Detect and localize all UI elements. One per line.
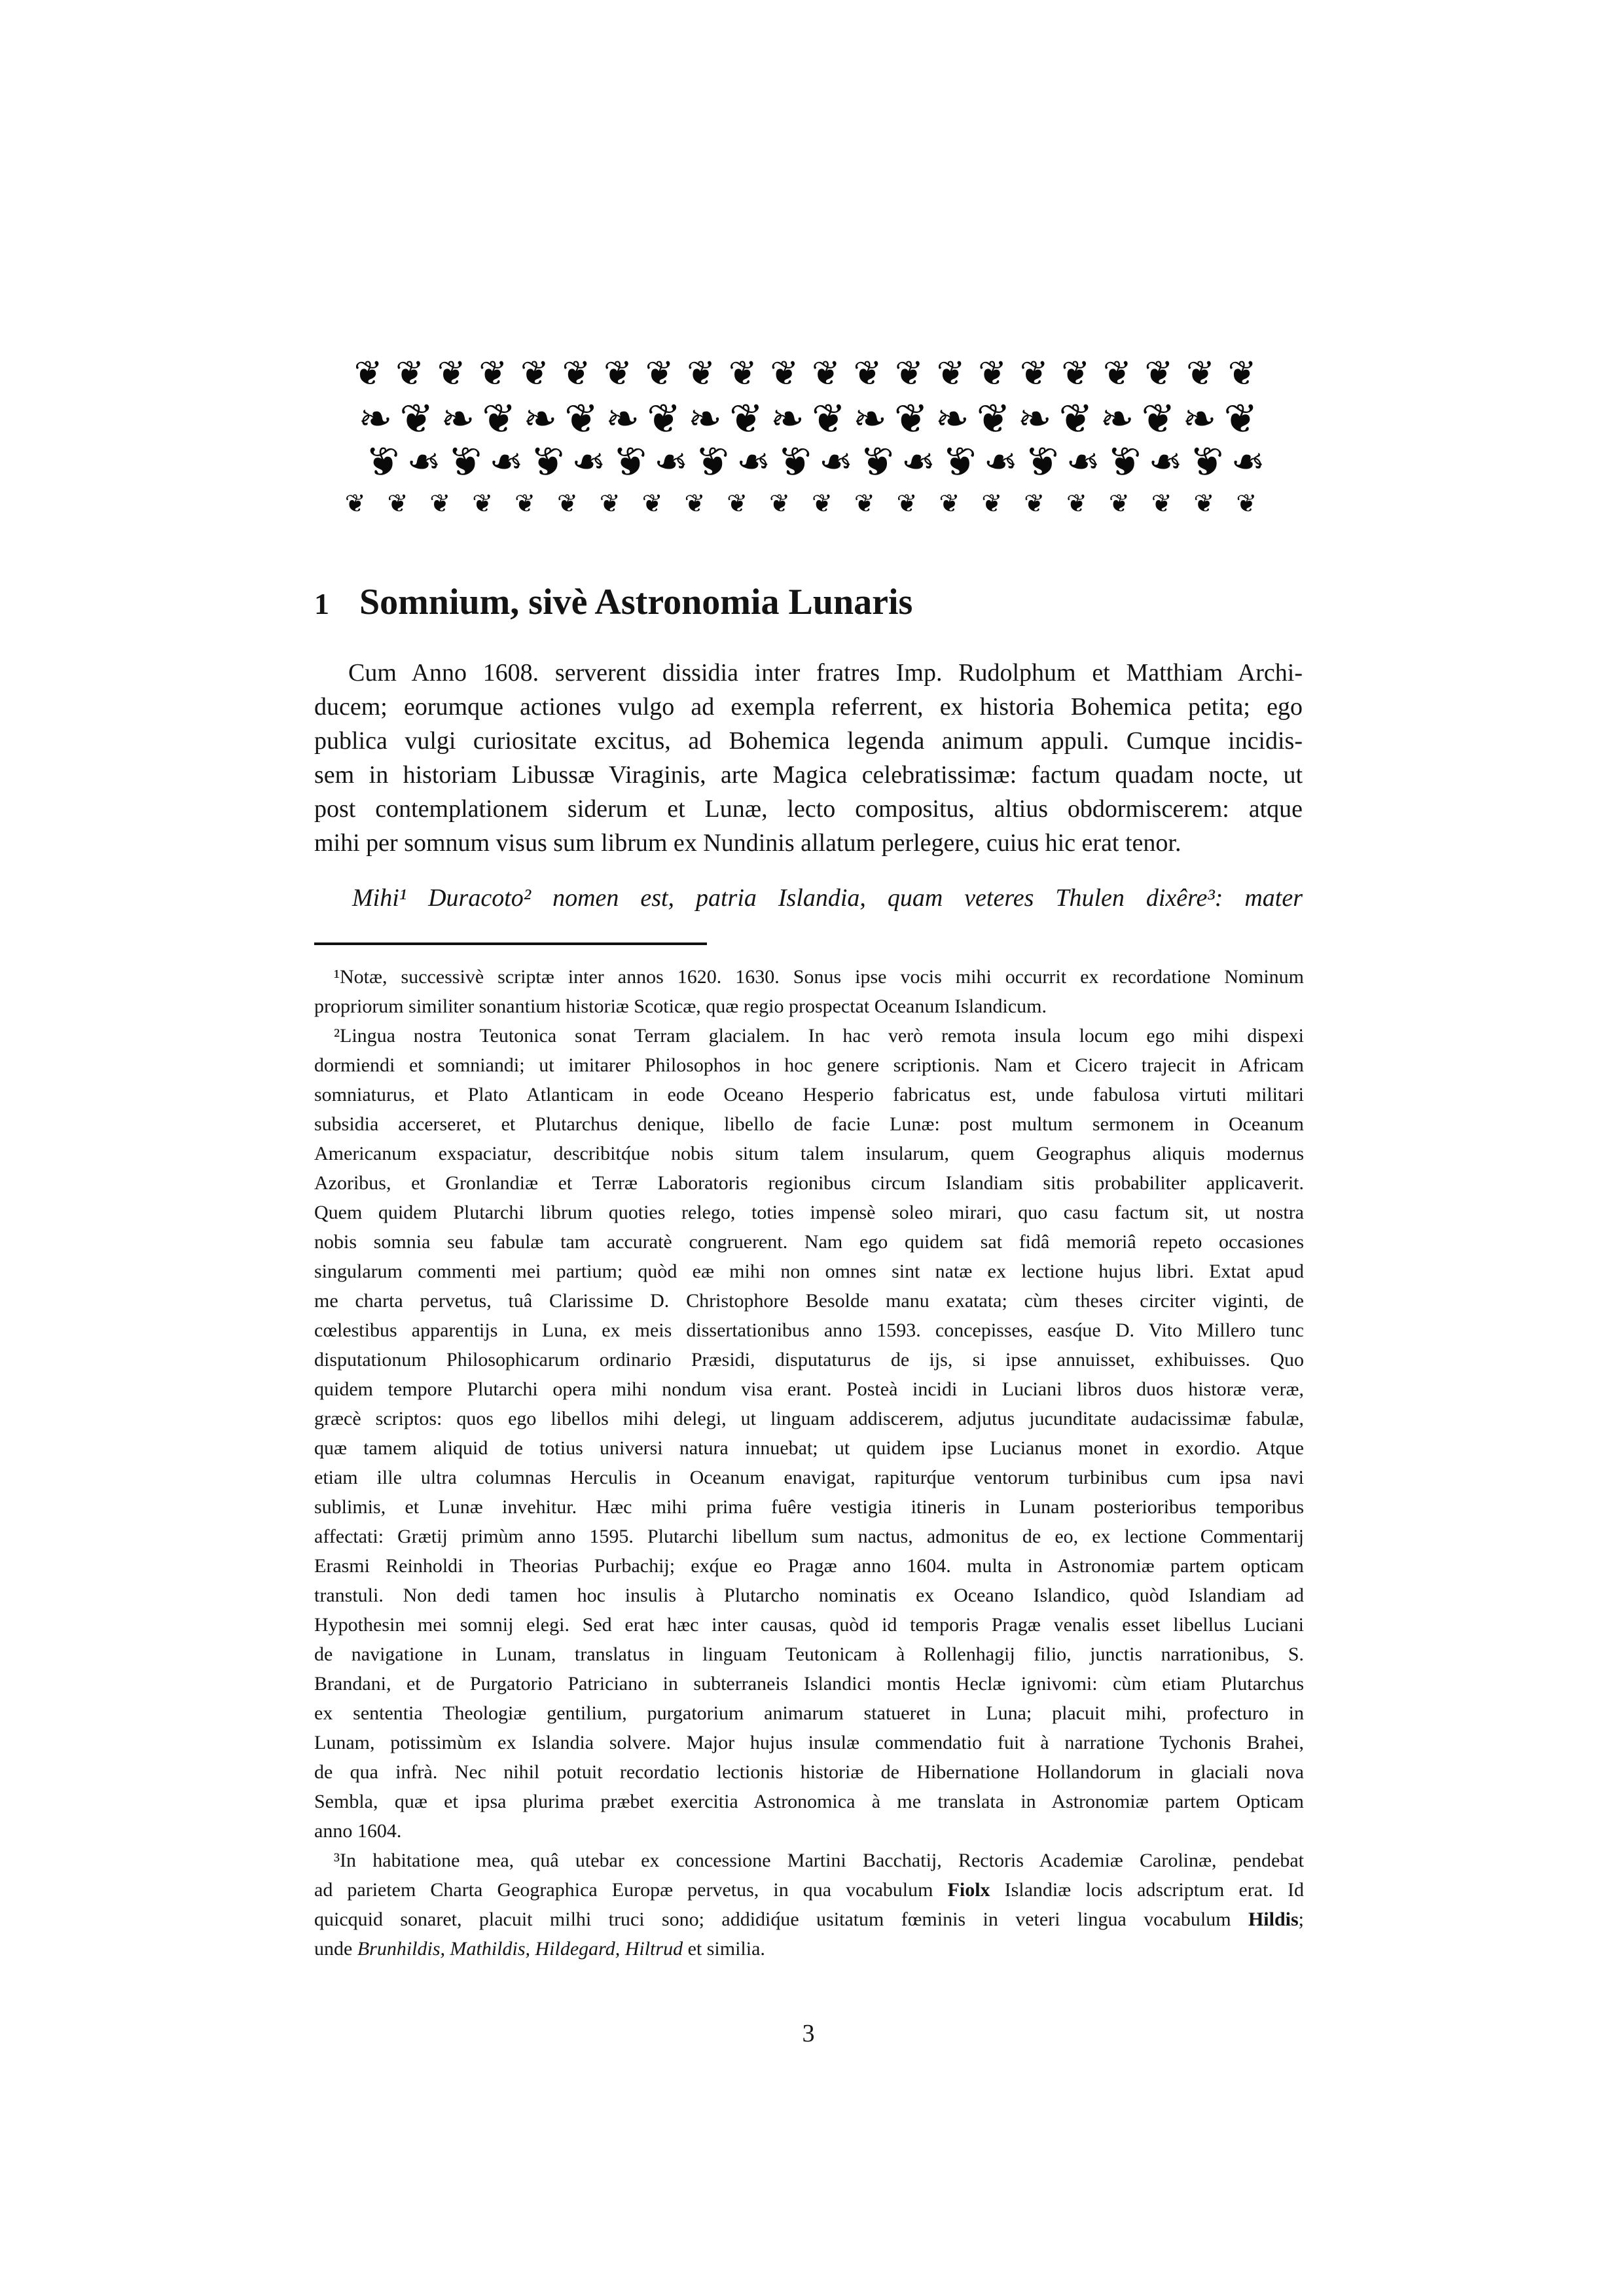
text-line: ducem; eorumque actiones vulgo ad exempla referrent, ex historia Bohemica petita; ego [314, 693, 1303, 721]
text-line: ¹Notæ, successivè scriptæ inter annos 1620. 1630. Sonus ipse vocis mihi occurrit ex recordatione Nominum [334, 966, 1304, 988]
text-line: affectati: Grætij primùm anno 1595. Plutarchi libellum sum nactus, admonitus de eo, ex lectione Commentarij [314, 1526, 1304, 1547]
text-line [314, 1934, 1304, 1964]
text-line: cœlestibus apparentijs in Luna, ex meis dissertationibus anno 1593. concepisses, easq́ue D. Vito Millero tunc [314, 1319, 1304, 1341]
ornament-band [331, 350, 1293, 524]
text-line: transtuli. Non dedi tamen hoc insulis à Plutarcho nominatis ex Oceano Islandico, quòd Islandiam ad [314, 1585, 1304, 1606]
text-line: quidem tempore Plutarchi opera mihi nondum visa erant. Posteà incidi in Luciani libros duos historæ veræ, [314, 1378, 1304, 1400]
text-line: Erasmi Reinholdi in Theorias Purbachij; exq́ue eo Pragæ anno 1604. multa in Astronomiæ partem opticam [314, 1555, 1304, 1577]
text-line: mihi per somnum visus sum librum ex Nundinis allatum perlegere, cuius hic erat tenor. [314, 829, 1182, 857]
section-heading [314, 581, 1303, 623]
text-line: ex sententia Theologiæ gentilium, purgatorium animarum statueret in Luna; placuit mihi, profecturo in [314, 1702, 1304, 1724]
text-line: etiam ille ultra columnas Herculis in Oceanum enavigat, rapiturq́ue ventorum turbinibus cum ipsa navi [314, 1467, 1304, 1488]
footnote-1 [314, 962, 1304, 1021]
ornament-row-scrolls-upper: ❧❦❧❦❧❦❧❦❧❦❧❦❧❦❧❦❧❦❧❦❧❦ [358, 397, 1265, 440]
text-segment: Islandiæ locis adscriptum erat. Id [990, 1879, 1304, 1901]
text-line: somniaturus, et Plato Atlanticam in eode Oceano Hesperio fabricatus est, unde fabulosa virtuti militari [314, 1084, 1304, 1105]
text-segment: quicquid sonaret, placuit milhi truci sono; addidiq́ue usitatum fœminis in veteri lingua vocabulum [314, 1909, 1248, 1930]
text-line: dormiendi et somniandi; ut imitarer Philosophos in hoc genere scriptionis. Nam et Cicero trajecit in Africam [314, 1054, 1304, 1076]
text-line: Azoribus, et Gronlandiæ et Terræ Laboratoris regionibus circum Islandiam sitis probabiliter applicaverit. [314, 1172, 1304, 1194]
text-line: nobis somnia seu fabulæ tam accuratè congruerent. Nam ego quidem sat fidâ memoriâ repeto occasiones [314, 1231, 1304, 1253]
text-line: subsidia accerseret, et Plutarchus denique, libello de facie Lunæ: post multum sermonem in Oceanum [314, 1113, 1304, 1135]
text-line: Sembla, quæ et ipsa plurima præbet exercitia Astronomica à me translata in Astronomiæ partem Opticam [314, 1791, 1304, 1812]
bold-term-hildis: Hildis [1248, 1909, 1299, 1930]
text-line: publica vulgi curiositate excitus, ad Bohemica legenda animum appuli. Cumque incidis- [314, 727, 1303, 755]
text-line: anno 1604. [314, 1820, 402, 1842]
text-line: post contemplationem siderum et Lunæ, lecto compositus, altius obdormiscerem: atque [314, 795, 1303, 823]
text-line [314, 1905, 1304, 1934]
text-line: Americanum exspaciatur, describitq́ue nobis situm talem insularum, quem Geographus aliquis modernus [314, 1143, 1304, 1164]
text-line: Lunam, potissimùm ex Islandia solvere. Major hujus insulæ commendatio fuit à narratione Tychonis Brahei, [314, 1732, 1304, 1753]
footnote-3 [314, 1846, 1304, 1964]
ornament-row-scrolls-lower: ❧❦❧❦❧❦❧❦❧❦❧❦❧❦❧❦❧❦❧❦❧❦ [358, 440, 1265, 484]
footnote-rule [314, 942, 707, 945]
bold-term-fiolx: Fiolx [947, 1879, 990, 1901]
text-line: propriorum similiter sonantium historiæ Scoticæ, quæ regio prospectat Oceanum Islandicum. [314, 996, 1047, 1017]
footnote-2 [314, 1021, 1304, 1846]
page-number: 3 [802, 2020, 815, 2047]
text-segment: et similia. [683, 1938, 765, 1960]
text-line: de navigatione in Lunam, translatus in linguam Teutonicam à Rollenhagij filio, junctis narrationibus, S. [314, 1643, 1304, 1665]
main-paragraph [314, 656, 1303, 860]
italic-name-list: Brunhildis, Mathildis, Hildegard, Hiltrud [357, 1938, 683, 1960]
text-line: me charta pervetus, tuâ Clarissime D. Christophore Besolde manu exatata; cùm theses circiter viginti, de [314, 1290, 1304, 1312]
text-line: Cum Anno 1608. serverent dissidia inter fratres Imp. Rudolphum et Matthiam Archi- [348, 659, 1303, 687]
text-line: ²Lingua nostra Teutonica sonat Terram glacialem. In hac verò remota insula locum ego mihi dispexi [334, 1025, 1304, 1047]
ornament-row-fleurons-bottom: ❦❦❦❦❦❦❦❦❦❦❦❦❦❦❦❦❦❦❦❦❦❦ [344, 489, 1279, 518]
text-line [314, 1875, 1304, 1905]
text-line: disputationum Philosophicarum ordinario Præsidi, disputaturus de ijs, si ipse annuisset, exhibuisses. Quo [314, 1349, 1304, 1371]
footnotes-block [314, 962, 1304, 1964]
text-line: sem in historiam Libussæ Viraginis, arte Magica celebratissimæ: factum quadam nocte, ut [314, 761, 1303, 789]
italic-opening-line: Mihi¹ Duracoto² nomen est, patria Islandia, quam veteres Thulen dixêre³: mater [352, 884, 1303, 912]
text-line: Brandani, et de Purgatorio Patriciano in subterraneis Islandici montis Heclæ ignivomi: cùm etiam Plutarchus [314, 1673, 1304, 1695]
ornament-row-fleurons-top: ❦❦❦❦❦❦❦❦❦❦❦❦❦❦❦❦❦❦❦❦❦❦ [353, 354, 1270, 393]
text-line: de qua infrà. Nec nihil potuit recordatio lectionis historiæ de Hibernatione Hollandorum in glaciali nova [314, 1761, 1304, 1783]
text-line: ³In habitatione mea, quâ utebar ex concessione Martini Bacchatij, Rectoris Academiæ Carolinæ, pendebat [334, 1850, 1304, 1871]
section-number: 1 [314, 587, 329, 620]
text-line: quæ tamem aliquid de totius universi natura innuebat; ut quidem ipse Lucianus monet in exordio. Atque [314, 1437, 1304, 1459]
section-title: Somnium, sivè Astronomia Lunaris [359, 582, 913, 622]
text-line: singularum commenti mei partium; quòd eæ mihi non omnes sint natæ ex lectione hujus libri. Extat apud [314, 1261, 1304, 1282]
text-line: Hypothesin mei somnij elegi. Sed erat hæc inter causas, quòd id temporis Pragæ venalis esset libellus Luciani [314, 1614, 1304, 1636]
text-line: sublimis, et Lunæ invehitur. Hæc mihi prima fuêre vestigia itineris in Lunam posterioribus temporibus [314, 1496, 1304, 1518]
text-segment: unde [314, 1938, 357, 1960]
text-line: græcè scriptos: quos ego libellos mihi delegi, ut linguam addiscerem, adjutus jucunditate audacissimæ fabulæ, [314, 1408, 1304, 1429]
text-segment: ; [1298, 1909, 1304, 1930]
text-segment: ad parietem Charta Geographica Europæ pervetus, in qua vocabulum [314, 1879, 948, 1901]
text-line: Quem quidem Plutarchi librum quoties relego, toties impensè soleo mirari, quo casu factum sit, ut nostra [314, 1202, 1304, 1223]
